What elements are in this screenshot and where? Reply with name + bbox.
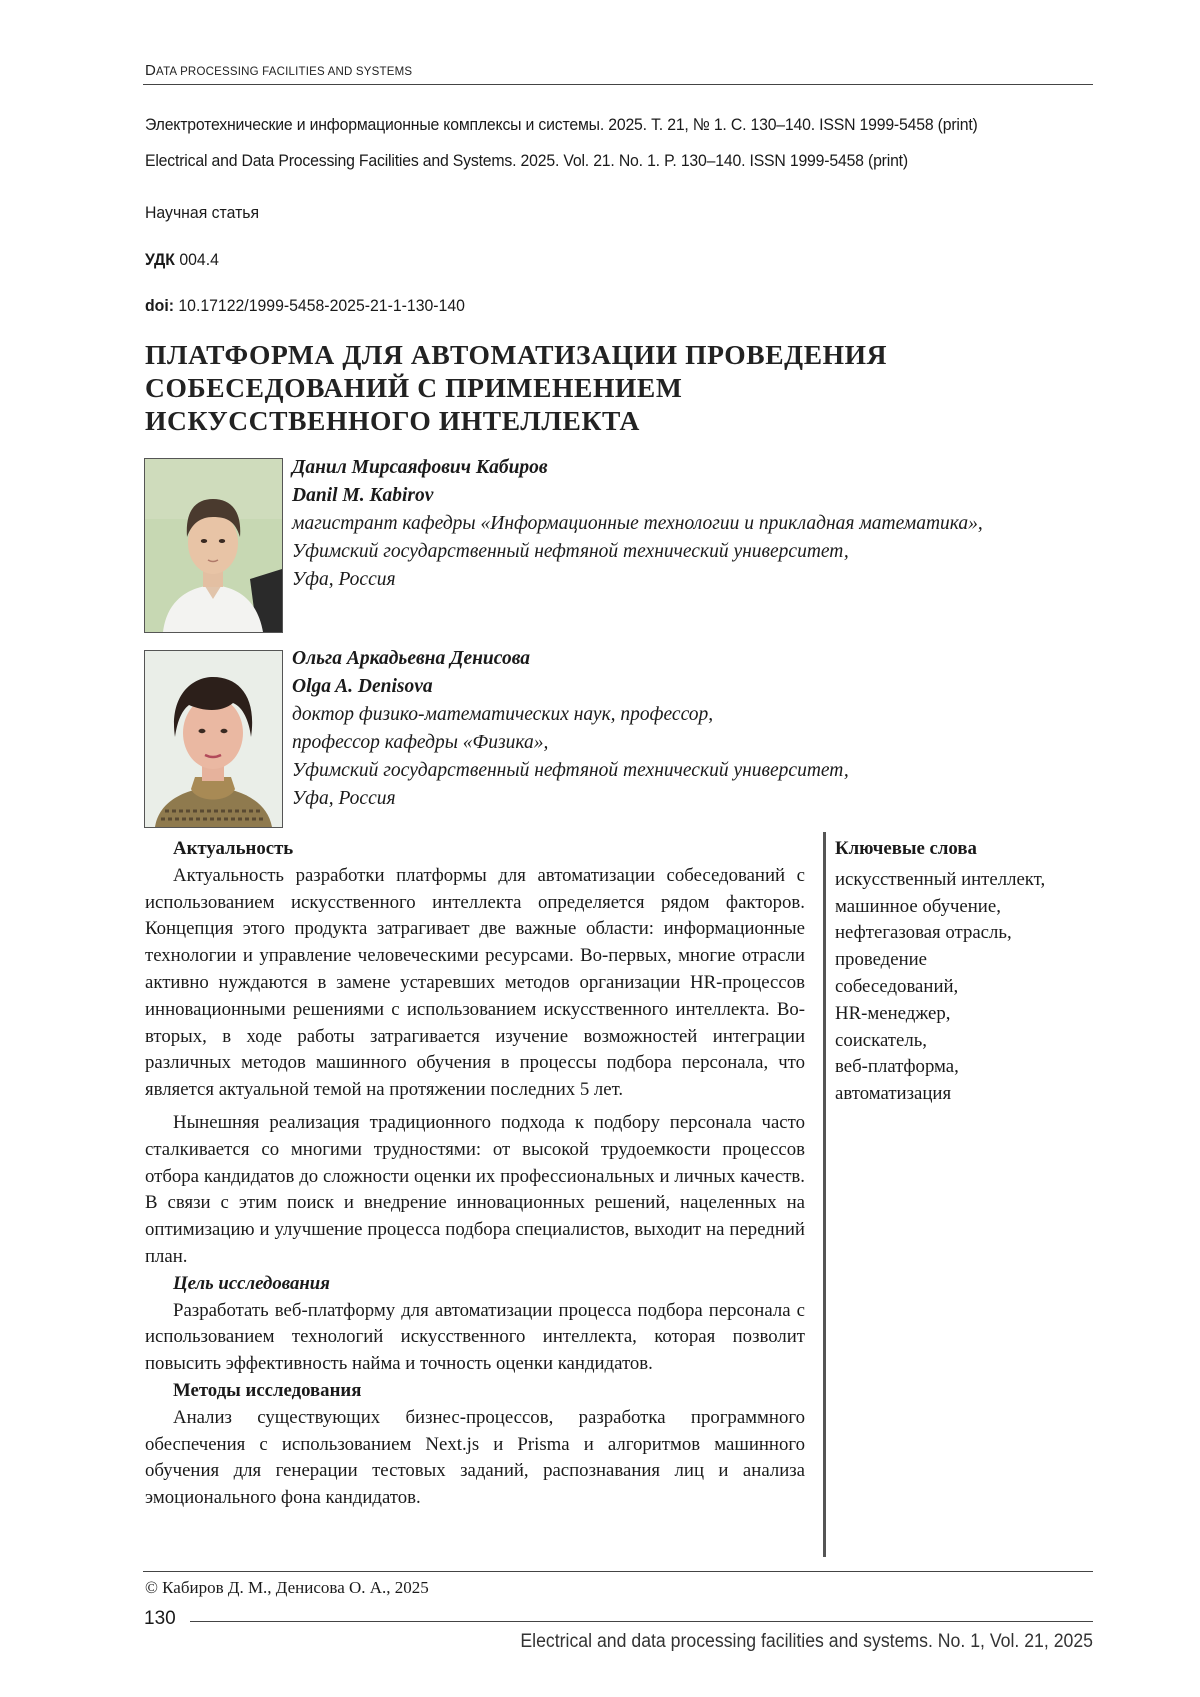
keyword-item: соискатель, [835,1029,927,1051]
methods-heading: Методы исследования [173,1379,362,1401]
author-photo-kabirov [144,458,283,633]
column-divider [823,832,826,1557]
footer-divider [143,1571,1093,1572]
methods-paragraph: Анализ существующих бизнес-процессов, разработка программного обеспечения с использованием Next.js и Prisma и алгоритмов машинного обучения для генерации тестовых заданий, распознавания лиц и анализа эмоционального фона кандидатов. [145,1406,805,1509]
article-title [145,338,1045,437]
running-header-initial: D [145,62,157,79]
author-affiliation-line: Уфимский государственный нефтяной технический университет, [292,541,849,562]
journal-footer: Electrical and data processing facilities and systems. No. 1, Vol. 21, 2025 [520,1631,1093,1652]
relevance-heading: Актуальность [173,838,294,859]
keyword-item: нефтегазовая отрасль, [835,922,1012,944]
relevance-paragraph-1: Актуальность разработки платформы для автоматизации собеседований с использованием искусственного интеллекта определяется рядом факторов. Концепция этого продукта затрагивает две важные области: информационные технологии и управление человеческими ресурсами. Во-первых, многие отрасли активно нуждаются в замене устаревших методов организации HR-процессов инновационными решениями с использованием искусственного интеллекта. Во-вторых, в ходе работы затрагивается изучение возможностей интеграции различных методов машинного обучения в процессы подбора персонала, что является актуальной темой на протяжении последних 5 лет. [145,864,805,1101]
portrait-woman-image [145,651,282,827]
page-footer-divider [190,1621,1093,1622]
author-name-en: Olga A. Denisova [292,676,433,697]
relevance-paragraph-2: Нынешняя реализация традиционного подхода к подбору персонала часто сталкивается со многими трудностями: от высокой трудоемкости процессов отбора кандидатов до сложности оценки их профессиональных и личных качеств. В связи с этим поиск и внедрение инновационных решений, нацеленных на оптимизацию и улучшение процесса подбора специалистов, выходит на передний план. [145,1111,805,1267]
citation-en: Electrical and Data Processing Facilities and Systems. 2025. Vol. 21. No. 1. P. 130–140. ISSN 1999-5458 (print) [145,151,908,170]
udc-value: 004.4 [174,250,219,269]
author-affiliation-line: доктор физико-математических наук, профессор, [292,704,714,725]
doi-line [145,296,465,316]
author-name-ru: Ольга Аркадьевна Денисова [292,648,531,669]
title-line: ПЛАТФОРМА ДЛЯ АВТОМАТИЗАЦИИ ПРОВЕДЕНИЯ [145,339,888,370]
author-name-ru: Данил Мирсаяфович Кабиров [292,457,548,478]
keyword-item: веб-платформа, [835,1056,959,1078]
goal-paragraph: Разработать веб-платформу для автоматизации процесса подбора персонала с использованием технологий искусственного интеллекта, которая позволит повысить эффективность найма и точность оценки кандидатов. [145,1299,805,1375]
author-affiliation-line: магистрант кафедры «Информационные технологии и прикладная математика», [292,513,983,534]
title-line: СОБЕСЕДОВАНИЙ С ПРИМЕНЕНИЕМ [145,372,683,403]
author-block-kabirov [292,454,983,594]
author-affiliation-line: Уфимский государственный нефтяной технический университет, [292,760,849,781]
portrait-young-man-image [145,459,282,632]
doi-value[interactable]: 10.17122/1999-5458-2025-21-1-130-140 [173,296,465,315]
citation-ru: Электротехнические и информационные комплексы и системы. 2025. Т. 21, № 1. С. 130–140. ISSN 1999-5458 (print) [145,115,978,134]
keywords-heading: Ключевые слова [835,838,977,859]
udc-label: УДК [145,250,175,269]
keyword-item: автоматизация [835,1083,952,1105]
title-line: ИСКУССТВЕННОГО ИНТЕЛЛЕКТА [145,405,641,436]
author-affiliation-line: Уфа, Россия [292,788,396,809]
keywords-sidebar [835,836,1095,1108]
author-name-en: Danil M. Kabirov [292,485,434,506]
author-block-denisova [292,645,849,813]
keyword-item: искусственный интеллект, [835,868,1046,890]
doi-label: doi: [145,296,174,315]
author-affiliation-line: Уфа, Россия [292,569,396,590]
goal-heading: Цель исследования [173,1272,330,1294]
article-type: Научная статья [145,203,260,222]
running-header [145,62,412,79]
udc-line [145,250,219,270]
keyword-item: HR-менеджер, [835,1002,951,1024]
header-divider [143,84,1093,85]
abstract-column [145,836,805,1512]
running-header-text: ATA PROCESSING FACILITIES AND SYSTEMS [156,66,413,78]
page-number: 130 [144,1608,176,1629]
author-affiliation-line: профессор кафедры «Физика», [292,732,549,753]
author-photo-denisova [144,650,283,828]
copyright-note: © Кабиров Д. М., Денисова О. А., 2025 [145,1578,429,1597]
keyword-item: машинное обучение, [835,895,1001,917]
keyword-item: проведение [835,949,928,971]
keyword-item: собеседований, [835,975,959,997]
